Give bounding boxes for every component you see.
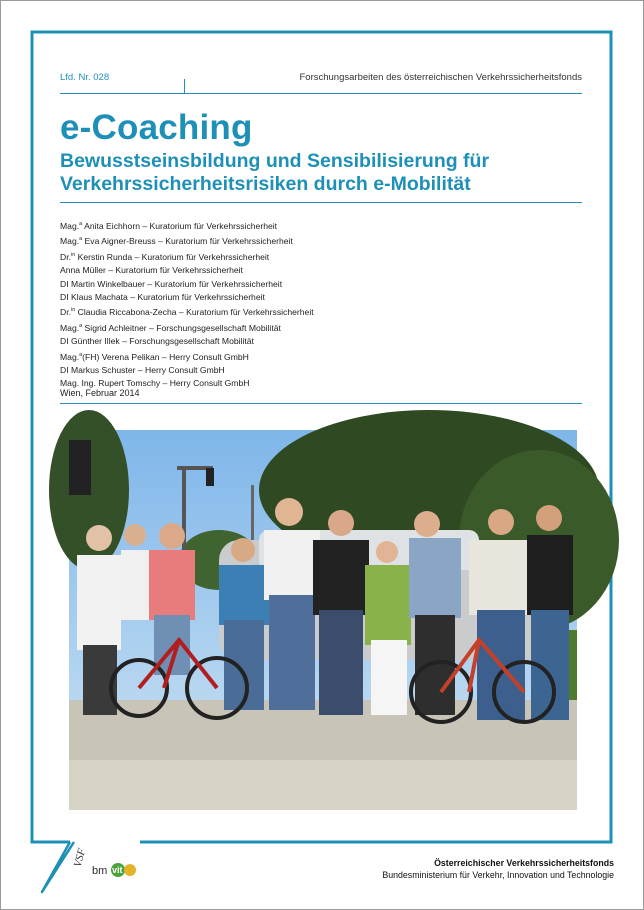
- footer-publisher: [382, 857, 614, 881]
- author-name-affiliation: DI Günther Illek – Forschungsgesellschaft Mobilität: [60, 336, 254, 347]
- header-divider: [60, 93, 582, 94]
- author-line: [60, 218, 600, 233]
- document-title: e-Coaching: [60, 108, 253, 147]
- author-line: [60, 320, 600, 335]
- author-line: [60, 278, 600, 291]
- author-title: Mag.: [60, 351, 80, 362]
- author-line: [60, 377, 600, 390]
- author-title-suffix: a: [79, 221, 83, 227]
- vit-logo-text: vit: [112, 865, 123, 875]
- author-title-suffix: in: [70, 251, 76, 258]
- author-line: [60, 335, 600, 348]
- author-name-affiliation: Anita Eichhorn – Kuratorium für Verkehrssicherheit: [82, 221, 278, 231]
- author-name-affiliation: DI Martin Winkelbauer – Kuratorium für Verkehrssicherheit: [60, 278, 283, 289]
- header-divider-tick: [184, 79, 185, 93]
- author-title: Dr.: [60, 307, 71, 318]
- author-line: [60, 233, 600, 248]
- author-line: [60, 364, 600, 377]
- vsf-bmvit-logo: [71, 847, 138, 884]
- author-line: [60, 304, 600, 319]
- vsf-logo-text: VSF: [71, 847, 89, 869]
- author-line: [60, 249, 600, 264]
- author-name-affiliation: Sigrid Achleitner – Forschungsgesellschaft Mobilität: [82, 322, 281, 333]
- author-name-affiliation: Mag. Ing. Rupert Tomschy – Herry Consult GmbH: [60, 378, 250, 389]
- author-title-suffix: a: [79, 236, 83, 243]
- serial-number: Lfd. Nr. 028: [60, 72, 110, 83]
- author-title-suffix: a: [79, 322, 83, 329]
- author-name-affiliation: Anna Müller – Kuratorium für Verkehrssicherheit: [60, 265, 243, 276]
- publisher-name: Österreichischer Verkehrssicherheitsfonds: [434, 858, 614, 868]
- author-name-affiliation: Kerstin Runda – Kuratorium für Verkehrssicherheit: [75, 251, 270, 262]
- author-list: [60, 218, 600, 391]
- date-divider: [60, 403, 582, 404]
- group-photo-icon: [69, 430, 577, 810]
- author-line: [60, 264, 600, 277]
- bm-logo-text: bm: [92, 865, 108, 877]
- author-name-affiliation: Eva Aigner-Breuss – Kuratorium für Verkehrssicherheit: [82, 236, 293, 247]
- header-row: [60, 72, 582, 86]
- author-name-affiliation: (FH) Verena Pelikan – Herry Consult GmbH: [82, 351, 249, 362]
- author-name-affiliation: DI Markus Schuster – Herry Consult GmbH: [60, 365, 225, 376]
- author-title: Mag.: [60, 322, 80, 333]
- series-title: Forschungsarbeiten des österreichischen Verkehrssicherheitsfonds: [299, 72, 582, 83]
- author-name-affiliation: DI Klaus Machata – Kuratorium für Verkehrssicherheit: [60, 292, 265, 303]
- author-title-suffix: a: [79, 351, 83, 358]
- document-subtitle: Bewusstseinsbildung und Sensibilisierung für Verkehrssicherheitsrisiken durch e-Mobilität: [60, 150, 490, 195]
- publication-date: Wien, Februar 2014: [60, 388, 140, 398]
- author-title-suffix: in: [70, 307, 76, 314]
- author-title: Dr.: [60, 251, 71, 262]
- ministry-name: Bundesministerium für Verkehr, Innovation und Technologie: [382, 870, 614, 880]
- author-name-affiliation: Claudia Riccabona-Zecha – Kuratorium für Verkehrssicherheit: [75, 307, 314, 318]
- author-title: Mag.: [60, 236, 80, 247]
- cover-photo: [69, 430, 577, 810]
- author-line: [60, 291, 600, 304]
- author-title: Mag.: [60, 221, 80, 231]
- author-line: [60, 349, 600, 364]
- title-divider: [60, 202, 582, 203]
